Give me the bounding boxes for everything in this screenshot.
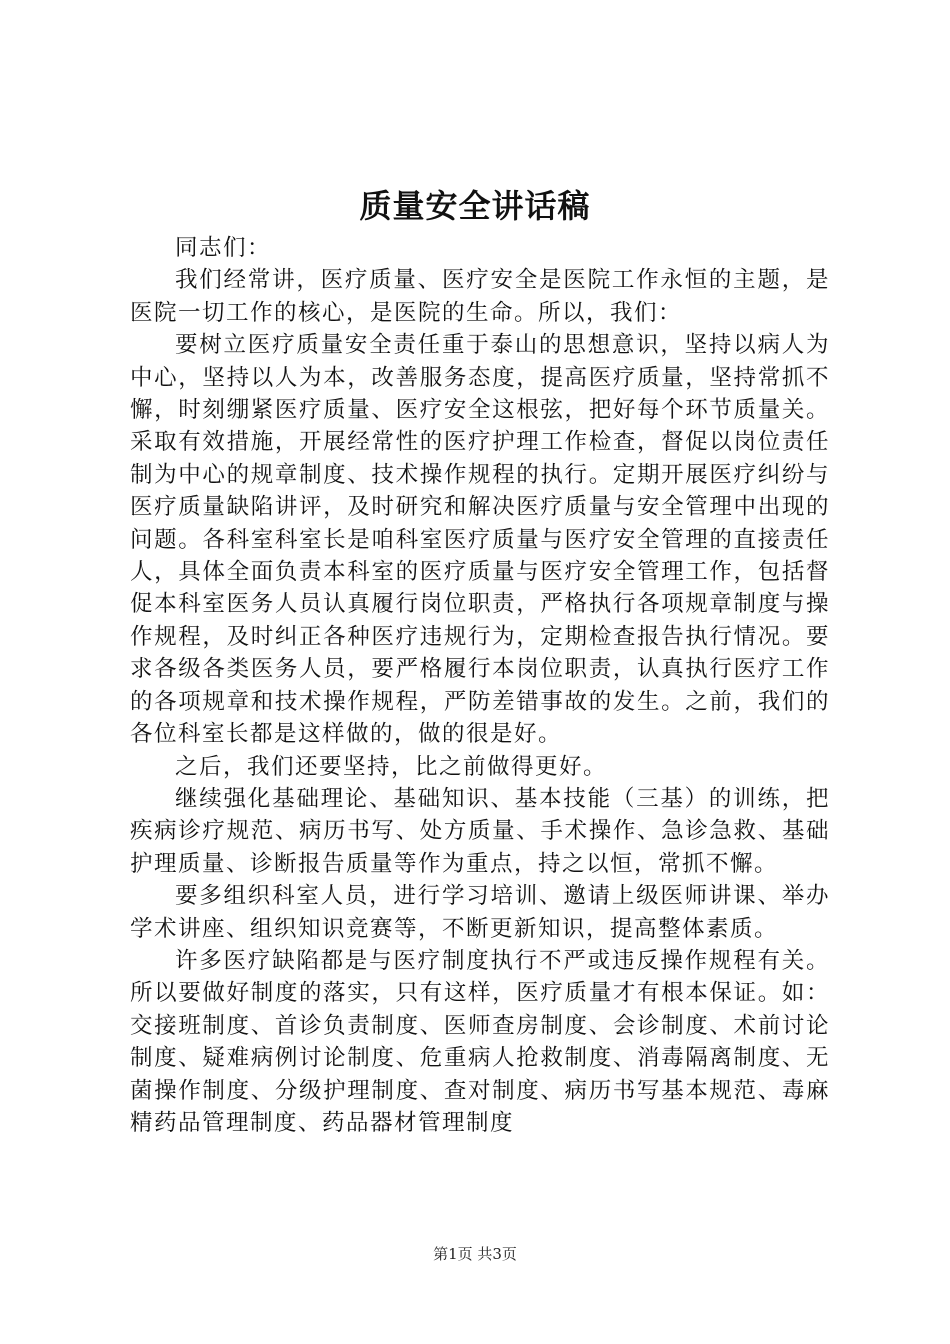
document-body — [130, 232, 830, 1139]
paragraph-regulations: 许多医疗缺陷都是与医疗制度执行不严或违反操作规程有关。所以要做好制度的落实，只有这样，医疗质量才有根本保证。如：交接班制度、首诊负责制度、医师查房制度、会诊制度、术前讨论制度、疑难病例讨论制度、危重病人抢救制度、消毒隔离制度、无菌操作制度、分级护理制度、查对制度、病历书写基本规范、毒麻精药品管理制度、药品器材管理制度 — [130, 947, 830, 1136]
paragraph-intro: 我们经常讲，医疗质量、医疗安全是医院工作永恒的主题，是医院一切工作的核心，是医院的生命。所以，我们： — [130, 267, 830, 326]
page-footer: 第1页 共3页 — [433, 1245, 517, 1263]
document-title: 质量安全讲话稿 — [359, 187, 591, 225]
paragraph-salutation: 同志们： — [175, 235, 272, 261]
paragraph-responsibility: 要树立医疗质量安全责任重于泰山的思想意识，坚持以病人为中心，坚持以人为本，改善服务态度，提高医疗质量，坚持常抓不懈，时刻绷紧医疗质量、医疗安全这根弦，把好每个环节质量关。采取有效措施，开展经常性的医疗护理工作检查，督促以岗位责任制为中心的规章制度、技术操作规程的执行。定期开展医疗纠纷与医疗质量缺陷讲评，及时研究和解决医疗质量与安全管理中出现的问题。各科室科室长是咱科室医疗质量与医疗安全管理的直接责任人，具体全面负责本科室的医疗质量与医疗安全管理工作，包括督促本科室医务人员认真履行岗位职责，严格执行各项规章制度与操作规程，及时纠正各种医疗违规行为，定期检查报告执行情况。要求各级各类医务人员，要严格履行本岗位职责，认真执行医疗工作的各项规章和技术操作规程，严防差错事故的发生。之前，我们的各位科室长都是这样做的，做的很是好。 — [130, 332, 830, 748]
paragraph-training: 继续强化基础理论、基础知识、基本技能（三基）的训练，把疾病诊疗规范、病历书写、处方质量、手术操作、急诊急救、基础护理质量、诊断报告质量等作为重点，持之以恒，常抓不懈。 — [130, 785, 830, 877]
paragraph-persist: 之后，我们还要坚持，比之前做得更好。 — [175, 753, 608, 780]
paragraph-learning: 要多组织科室人员，进行学习培训、邀请上级医师讲课、举办学术讲座、组织知识竞赛等，不断更新知识，提高整体素质。 — [130, 883, 830, 942]
